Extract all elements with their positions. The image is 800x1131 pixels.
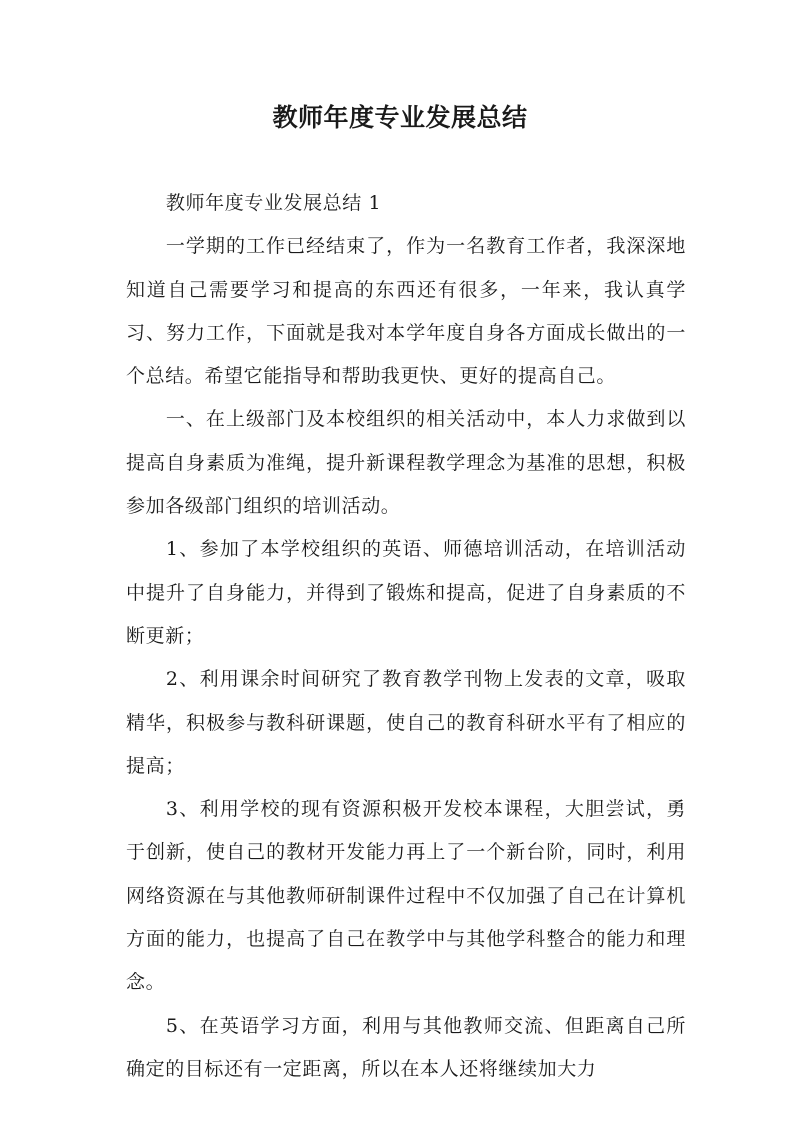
paragraph-item-1: 1、参加了本学校组织的英语、师德培训活动，在培训活动中提升了自身能力，并得到了锻炼和提高，促进了自身素质的不断更新； xyxy=(126,538,686,647)
paragraph-item-5: 5、在英语学习方面，利用与其他教师交流、但距离自己所确定的目标还有一定距离，所以在本人还将继续加大力 xyxy=(126,1014,686,1080)
paragraph-item-2: 2、利用课余时间研究了教育教学刊物上发表的文章，吸取精华，积极参与教科研课题，使自己的教育科研水平有了相应的提高； xyxy=(126,668,686,777)
document-title: 教师年度专业发展总结 xyxy=(272,103,528,132)
document-body xyxy=(126,182,686,1091)
paragraph-item-3: 3、利用学校的现有资源积极开发校本课程，大胆尝试，勇于创新，使自己的教材开发能力再上了一个新台阶，同时，利用网络资源在与其他教师研制课件过程中不仅加强了自己在计算机方面的能力，也提高了自己在教学中与其他学科整合的能力和理念。 xyxy=(126,798,686,994)
section-heading: 教师年度专业发展总结 1 xyxy=(165,192,382,214)
intro-paragraph: 一学期的工作已经结束了，作为一名教育工作者，我深深地知道自己需要学习和提高的东西还有很多，一年来，我认真学习、努力工作，下面就是我对本学年度自身各方面成长做出的一个总结。希望它能指导和帮助我更快、更好的提高自己。 xyxy=(126,235,686,388)
paragraph-part-one: 一、在上级部门及本校组织的相关活动中，本人力求做到以提高自身素质为准绳，提升新课程教学理念为基准的思想，积极参加各级部门组织的培训活动。 xyxy=(126,408,686,518)
